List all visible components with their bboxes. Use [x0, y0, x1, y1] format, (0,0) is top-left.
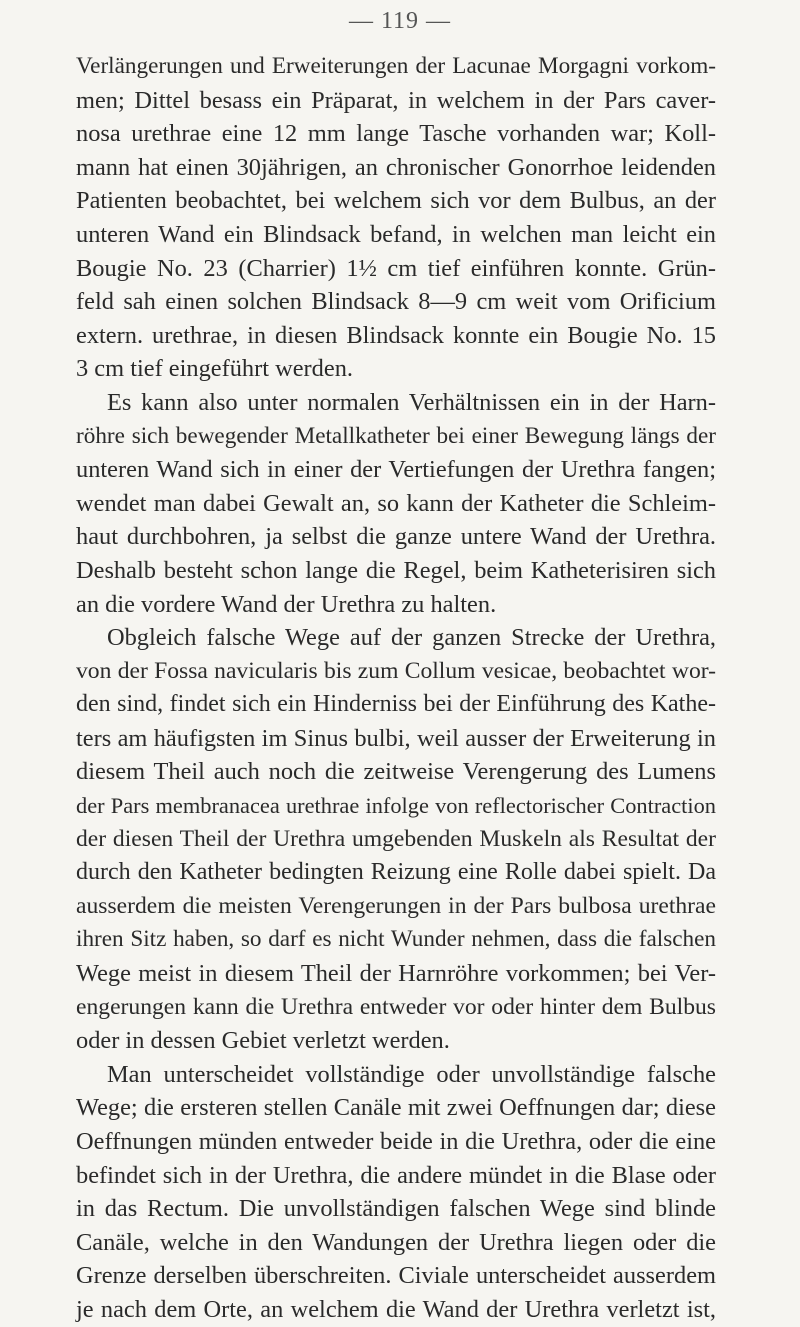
text-line: unteren Wand sich in einer der Vertiefungen der Urethra fangen;	[76, 456, 716, 484]
text-line: engerungen kann die Urethra entweder vor oder hinter dem Bulbus	[76, 993, 716, 1020]
text-line: haut durchbohren, ja selbst die ganze untere Wand der Urethra.	[76, 523, 716, 551]
body-text	[76, 50, 716, 1327]
text-line: Patienten beobachtet, bei welchem sich vor dem Bulbus, an der	[76, 187, 716, 215]
text-line: wendet man dabei Gewalt an, so kann der Katheter die Schleim-	[76, 489, 716, 517]
text-line: men; Dittel besass ein Präparat, in welchem in der Pars caver-	[76, 86, 716, 114]
text-line: Grenze derselben überschreiten. Civiale unterscheidet ausserdem	[76, 1262, 716, 1290]
text-line: Canäle, welche in den Wandungen der Urethra liegen oder die	[76, 1228, 716, 1256]
text-line: extern. urethrae, in diesen Blindsack konnte ein Bougie No. 15	[76, 321, 716, 349]
text-line: Wege meist in diesem Theil der Harnröhre vorkommen; bei Ver-	[76, 960, 716, 988]
text-line: in das Rectum. Die unvollständigen falschen Wege sind blinde	[76, 1195, 716, 1223]
text-line: feld sah einen solchen Blindsack 8—9 cm weit vom Orificium	[76, 288, 716, 316]
text-line: Bougie No. 23 (Charrier) 1½ cm tief einführen konnte. Grün-	[76, 254, 716, 282]
text-line: Es kann also unter normalen Verhältnissen ein in der Harn-	[107, 388, 716, 416]
text-line: unteren Wand ein Blindsack befand, in welchen man leicht ein	[76, 220, 716, 248]
text-line: befindet sich in der Urethra, die andere mündet in die Blase oder	[76, 1161, 716, 1189]
text-line: oder in dessen Gebiet verletzt werden.	[76, 1027, 450, 1055]
text-line: Wege; die ersteren stellen Canäle mit zwei Oeffnungen dar; diese	[76, 1094, 716, 1122]
text-line: 3 cm tief eingeführt werden.	[76, 355, 353, 383]
page-number: — 119 —	[348, 8, 452, 34]
text-line: röhre sich bewegender Metallkatheter bei einer Bewegung längs der	[76, 422, 716, 449]
text-line: ters am häufigsten im Sinus bulbi, weil ausser der Erweiterung in	[76, 724, 716, 752]
text-line: der Pars membranacea urethrae infolge von reflectorischer Contraction	[76, 793, 716, 819]
text-line: ihren Sitz haben, so darf es nicht Wunder nehmen, dass die falschen	[76, 926, 716, 953]
text-line: diesem Theil auch noch die zeitweise Verengerung des Lumens	[76, 758, 716, 786]
text-line: durch den Katheter bedingten Reizung eine Rolle dabei spielt. Da	[76, 859, 716, 886]
text-line: Verlängerungen und Erweiterungen der Lacunae Morgagni vorkom-	[76, 53, 716, 79]
text-line: nosa urethrae eine 12 mm lange Tasche vorhanden war; Koll-	[76, 120, 716, 148]
text-line: ausserdem die meisten Verengerungen in der Pars bulbosa urethrae	[76, 892, 716, 919]
text-line: von der Fossa navicularis bis zum Collum vesicae, beobachtet wor-	[76, 657, 716, 684]
text-line: den sind, findet sich ein Hinderniss bei der Einführung des Kathe-	[76, 691, 716, 718]
text-line: mann hat einen 30jährigen, an chronischer Gonorrhoe leidenden	[76, 153, 716, 181]
text-line: Deshalb besteht schon lange die Regel, beim Katheterisiren sich	[76, 556, 716, 584]
text-line: an die vordere Wand der Urethra zu halten.	[76, 590, 497, 618]
text-line: Oeffnungen münden entweder beide in die Urethra, oder die eine	[76, 1128, 716, 1155]
text-line: Man unterscheidet vollständige oder unvollständige falsche	[107, 1060, 716, 1088]
text-line: der diesen Theil der Urethra umgebenden Muskeln als Resultat der	[76, 825, 716, 852]
text-line: je nach dem Orte, an welchem die Wand der Urethra verletzt ist,	[76, 1295, 716, 1323]
text-line: Obgleich falsche Wege auf der ganzen Strecke der Urethra,	[107, 624, 716, 652]
